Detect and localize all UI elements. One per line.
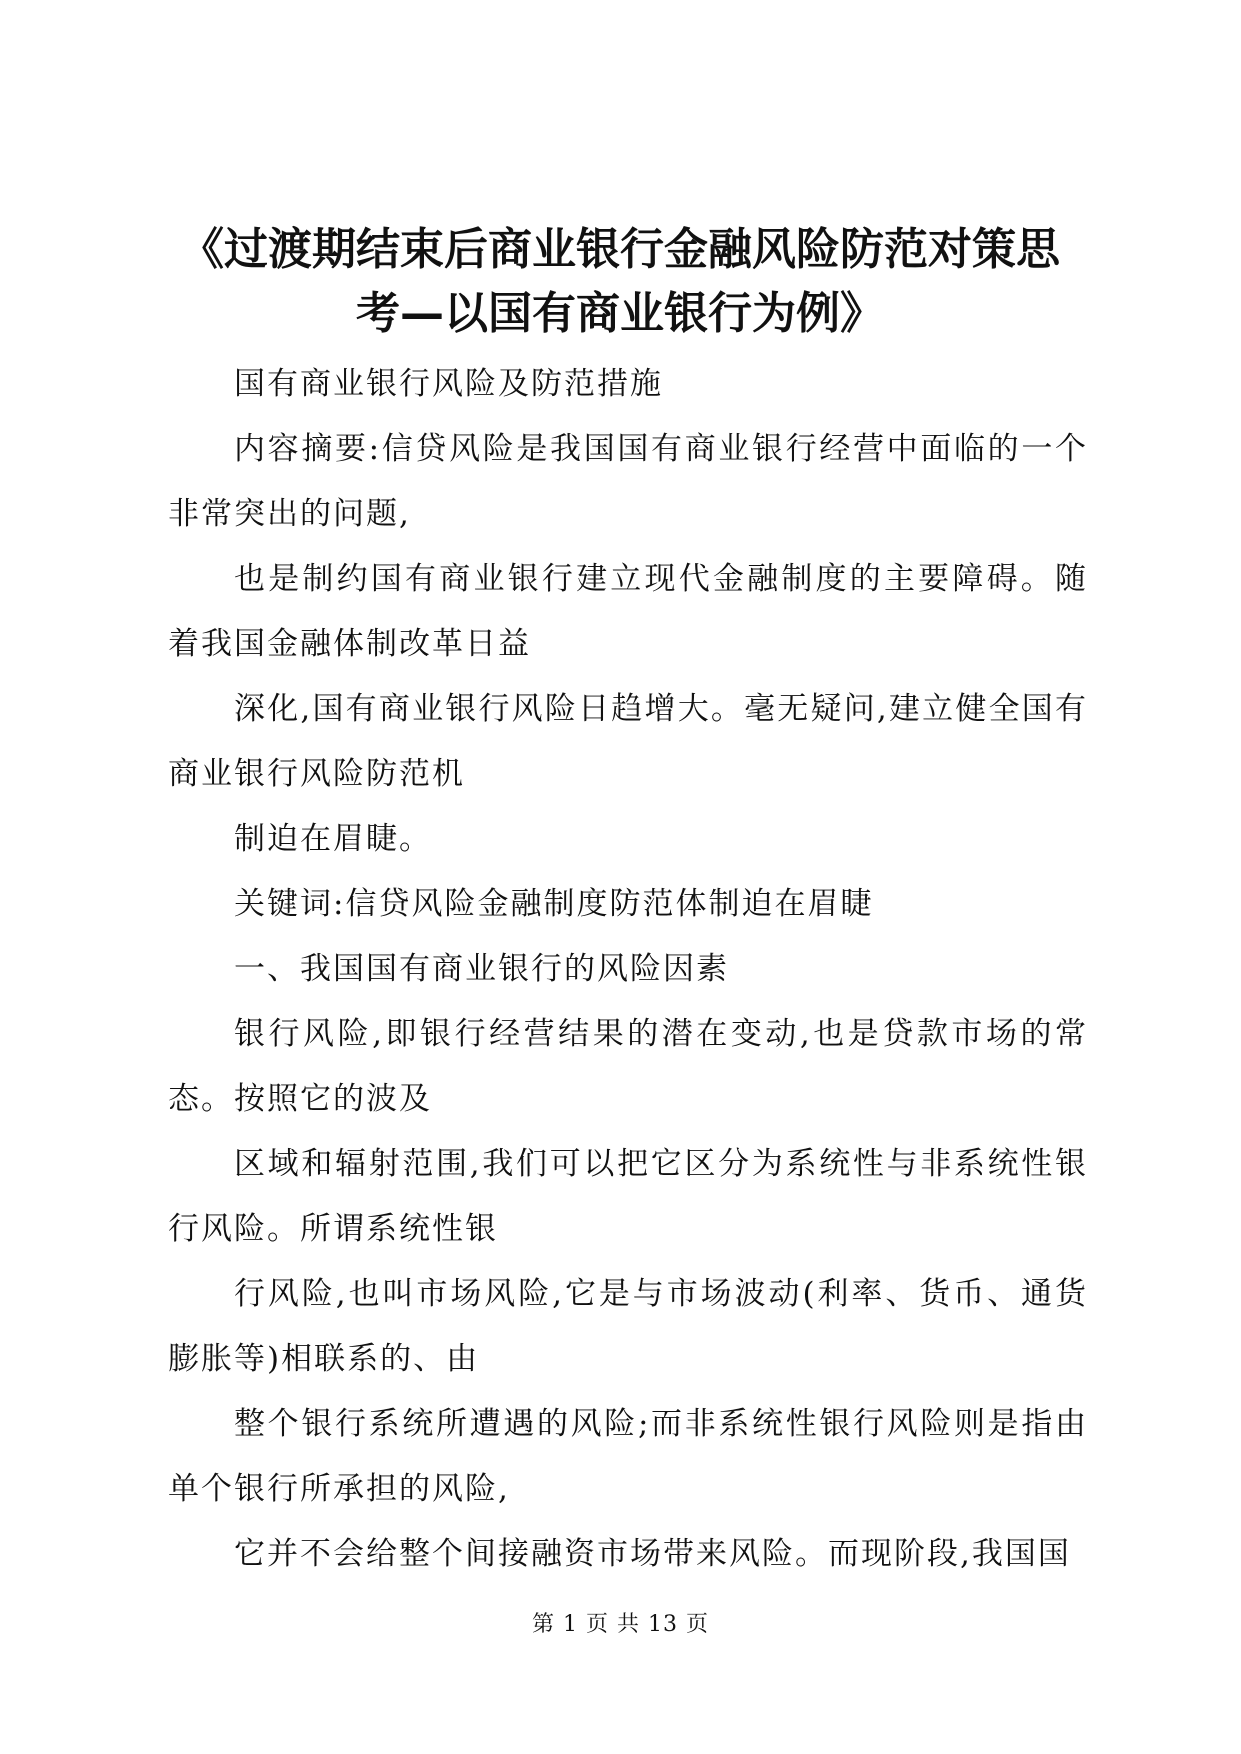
page-footer: 第 1 页 共 13 页 xyxy=(532,1612,709,1637)
paragraph: 制迫在眉睫。 xyxy=(234,821,432,857)
paragraph: 整个银行系统所遭遇的风险;而非系统性银行风险则是指由单个银行所承担的风险, xyxy=(168,1406,1088,1507)
document-title xyxy=(150,218,1090,346)
title-line-2: 考—以国有商业银行为例》 xyxy=(356,288,884,339)
title-line-1: 《过渡期结束后商业银行金融风险防范对策思 xyxy=(180,224,1060,275)
section-heading: 一、我国国有商业银行的风险因素 xyxy=(234,951,729,987)
paragraph: 国有商业银行风险及防范措施 xyxy=(234,366,663,402)
document-body xyxy=(168,352,1088,1587)
paragraph: 它并不会给整个间接融资市场带来风险。而现阶段,我国国 xyxy=(234,1536,1071,1572)
paragraph: 行风险,也叫市场风险,它是与市场波动(利率、货币、通货膨胀等)相联系的、由 xyxy=(168,1276,1088,1377)
paragraph: 银行风险,即银行经营结果的潜在变动,也是贷款市场的常态。按照它的波及 xyxy=(168,1016,1088,1117)
paragraph: 也是制约国有商业银行建立现代金融制度的主要障碍。随着我国金融体制改革日益 xyxy=(168,561,1088,662)
paragraph: 内容摘要:信贷风险是我国国有商业银行经营中面临的一个非常突出的问题, xyxy=(168,431,1088,532)
paragraph: 深化,国有商业银行风险日趋增大。毫无疑问,建立健全国有商业银行风险防范机 xyxy=(168,691,1088,792)
paragraph: 区域和辐射范围,我们可以把它区分为系统性与非系统性银行风险。所谓系统性银 xyxy=(168,1146,1088,1247)
paragraph: 关键词:信贷风险金融制度防范体制迫在眉睫 xyxy=(234,886,874,922)
